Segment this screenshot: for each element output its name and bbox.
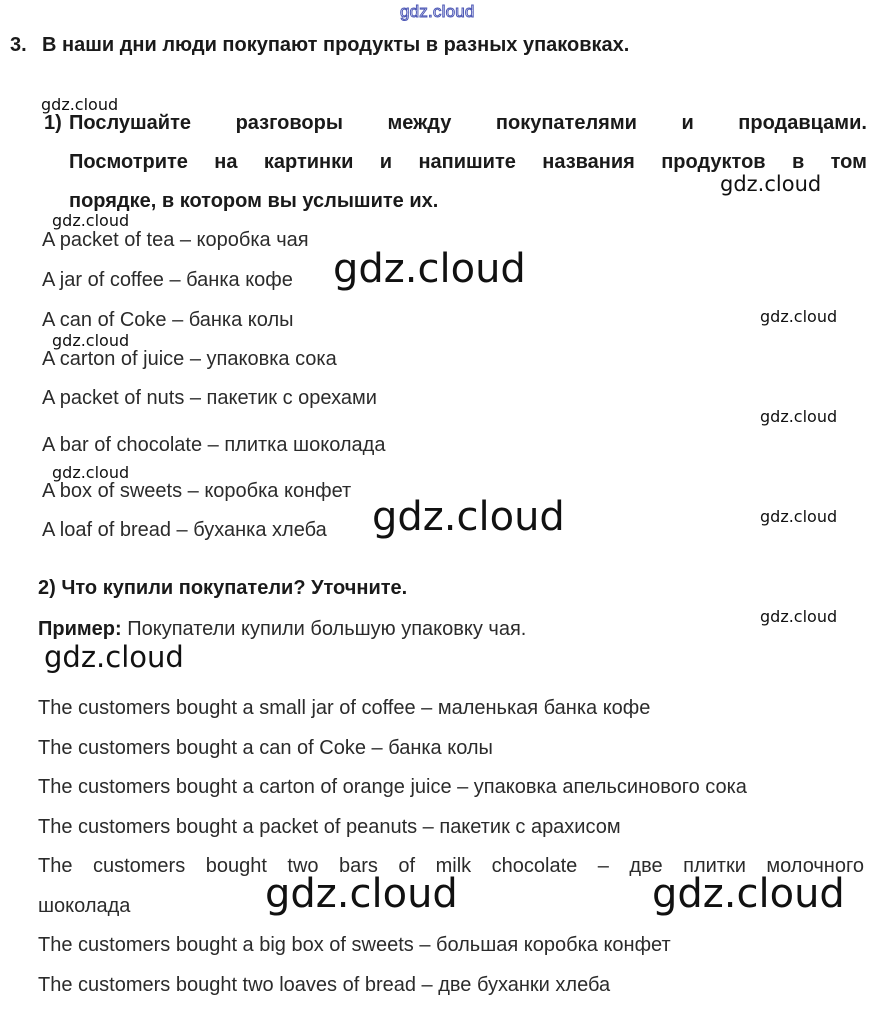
answer-line: шоколада <box>38 895 131 917</box>
instruction-word: покупателями <box>495 112 637 134</box>
watermark-small: gdz.cloud <box>760 507 838 526</box>
vocab-item: A box of sweets – коробка конфет <box>42 480 352 502</box>
answer-word: The <box>38 855 73 877</box>
answer-word: две <box>629 855 663 877</box>
watermark-small: gdz.cloud <box>52 211 130 230</box>
answer-line: The customers bought a big box of sweets – большая коробка конфет <box>38 934 671 956</box>
example-text: Покупатели купили большую упаковку чая. <box>121 618 527 640</box>
answer-line: The customers bought a small jar of coffee – маленькая банка кофе <box>38 697 651 719</box>
answer-word: плитки <box>683 855 746 877</box>
answer-line: The customers bought a carton of orange juice – упаковка апельсинового сока <box>38 776 747 798</box>
vocab-item: A can of Coke – банка колы <box>42 309 294 331</box>
answer-line: The customers bought two loaves of bread – две буханки хлеба <box>38 974 611 996</box>
vocab-item: A packet of nuts – пакетик с орехами <box>42 387 377 409</box>
instruction-word: в <box>791 151 805 173</box>
vocab-item: A packet of tea – коробка чая <box>42 229 309 251</box>
answer-line: The customers bought a packet of peanuts – пакетик с арахисом <box>38 816 621 838</box>
instruction-word: том <box>830 151 867 173</box>
part1-label: 1) <box>44 112 62 134</box>
watermark-large: gdz.cloud <box>333 246 526 292</box>
instruction-word: Посмотрите <box>69 151 188 173</box>
answer-word: bought <box>205 855 267 877</box>
vocab-item: A carton of juice – упаковка сока <box>42 348 337 370</box>
part1-instruction-line1 <box>69 112 867 135</box>
watermark-large: gdz.cloud <box>372 494 565 540</box>
watermark-small: gdz.cloud <box>760 407 838 426</box>
part2-heading: 2) Что купили покупатели? Уточните. <box>38 577 408 599</box>
watermark-medium: gdz.cloud <box>720 172 822 196</box>
example-label: Пример: <box>38 618 122 640</box>
answer-word: two <box>287 855 319 877</box>
instruction-word: Послушайте <box>69 112 192 134</box>
vocab-item: A jar of coffee – банка кофе <box>42 269 293 291</box>
vocab-item: A loaf of bread – буханка хлеба <box>42 519 327 541</box>
instruction-word: названия <box>542 151 635 173</box>
answer-word: молочного <box>766 855 864 877</box>
part1-instruction-line3: порядке, в котором вы услышите их. <box>69 190 439 212</box>
watermark-small: gdz.cloud <box>52 331 130 350</box>
vocab-item: A bar of chocolate – плитка шоколада <box>42 434 386 456</box>
answer-word: chocolate <box>491 855 578 877</box>
instruction-word: напишите <box>418 151 516 173</box>
watermark-small: gdz.cloud <box>760 307 838 326</box>
task-heading <box>10 34 629 57</box>
instruction-word: продавцами. <box>738 112 867 134</box>
answer-word: customers <box>92 855 186 877</box>
instruction-word: между <box>387 112 452 134</box>
watermark-large: gdz.cloud <box>652 871 845 917</box>
watermark-medium: gdz.cloud <box>44 640 184 674</box>
answer-word: milk <box>435 855 472 877</box>
answer-word: bars <box>339 855 378 877</box>
task-title: В наши дни люди покупают продукты в разных упаковках. <box>42 34 630 56</box>
answer-word: – <box>597 855 609 877</box>
instruction-word: разговоры <box>235 112 343 134</box>
answer-line: The customers bought a can of Coke – банка колы <box>38 737 493 759</box>
task-number: 3. <box>10 34 27 56</box>
watermark-large: gdz.cloud <box>265 871 458 917</box>
instruction-word: картинки <box>263 151 354 173</box>
watermark-small: gdz.cloud <box>52 463 130 482</box>
example-line <box>38 618 526 641</box>
answer-word: of <box>398 855 416 877</box>
part1-instruction-line2 <box>69 151 867 174</box>
watermark-small: gdz.cloud <box>760 607 838 626</box>
watermark-top: gdz.cloud <box>400 2 475 21</box>
instruction-word: на <box>214 151 238 173</box>
watermark-small: gdz.cloud <box>41 95 119 114</box>
instruction-word: и <box>379 151 393 173</box>
instruction-word: и <box>681 112 694 134</box>
instruction-word: продуктов <box>661 151 766 173</box>
